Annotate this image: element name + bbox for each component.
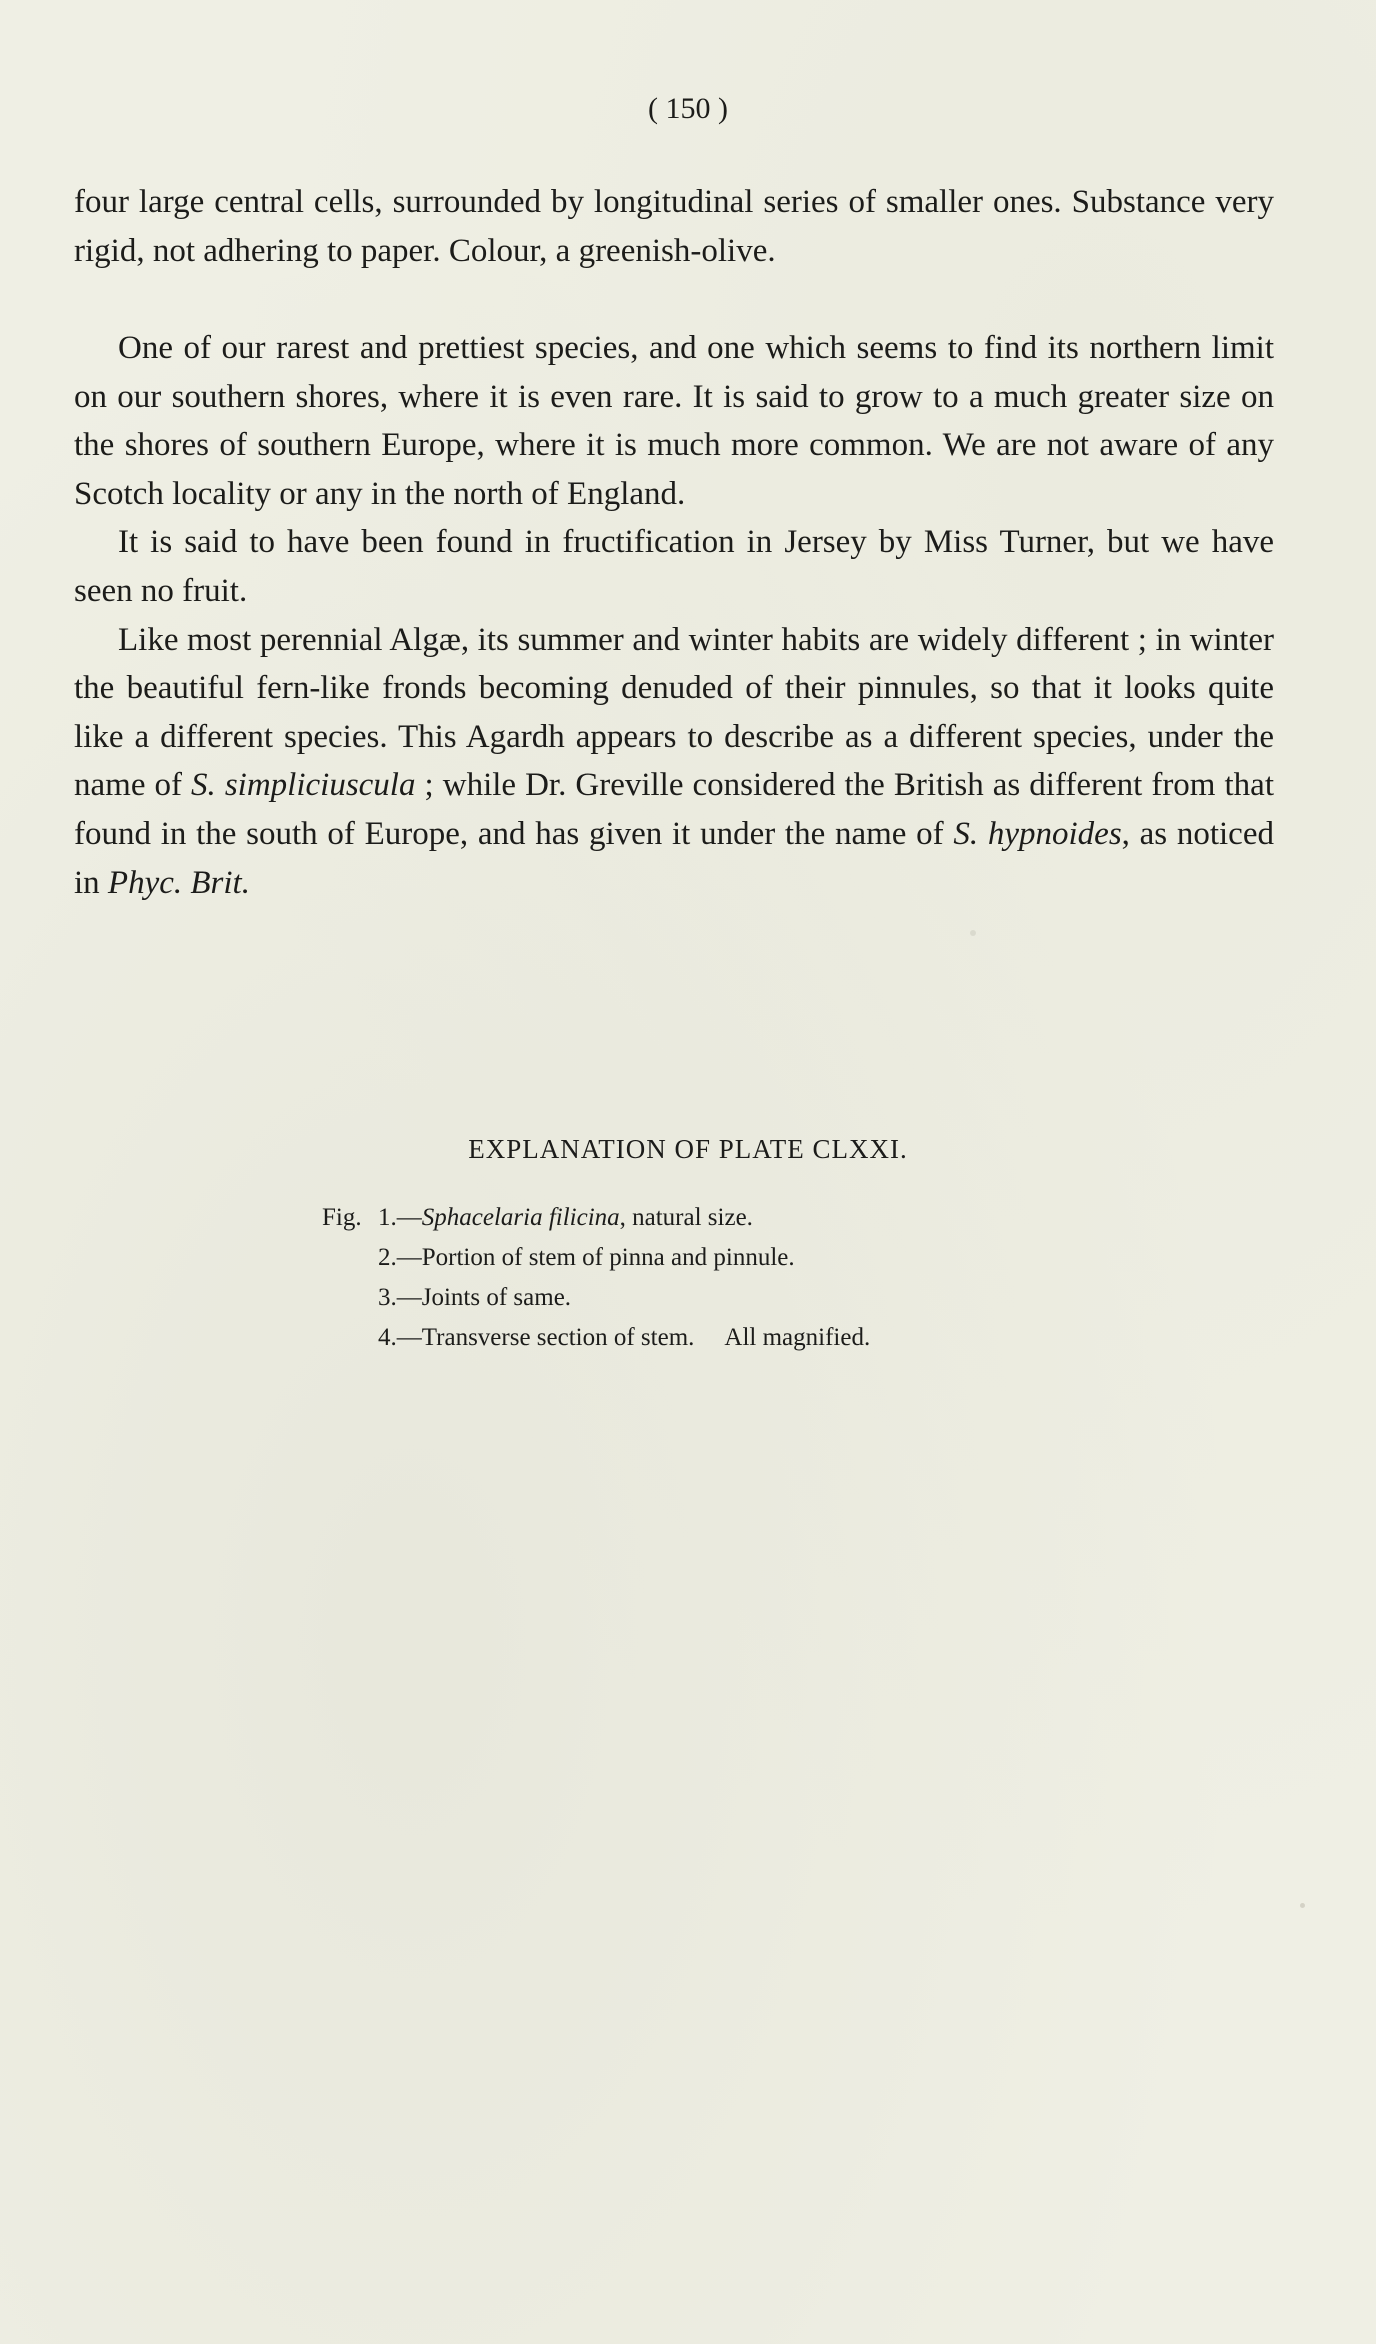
- text-run: Like most perennial Algæ, its summer and winter habits are widely different ; in winter the beautiful fern-like fronds becoming denuded of their pinnules, so that it looks quite like a different species. This Agardh appears to describe as a different species, under the name of: [74, 621, 1274, 804]
- text-run: Transverse section of stem: [421, 1324, 689, 1351]
- figure-label: [322, 1238, 378, 1278]
- text-run: Portion of stem of pinna and pinnule.: [421, 1244, 795, 1271]
- continuation-paragraph: [74, 178, 1274, 275]
- figure-caption: [322, 1198, 870, 1238]
- paragraph: [74, 324, 1274, 518]
- figure-label: [322, 1278, 378, 1318]
- text-run: ; while Dr. Greville considered the British as different from that found in the south of Europe, and has given it under the name of: [74, 767, 1274, 852]
- figure-label: [322, 1318, 378, 1358]
- figure-number: 4.—: [378, 1324, 422, 1351]
- figure-captions-list: [322, 1198, 870, 1358]
- show-through-texture: [60, 1050, 1316, 1098]
- page-number: ( 150 ): [648, 92, 728, 125]
- paragraph: [74, 616, 1274, 908]
- figure-caption: [322, 1238, 870, 1278]
- paragraph: [74, 518, 1274, 615]
- text-run: four large central cells, surrounded by longitudinal series of smaller ones. Substance very rigid, not adhering to paper. Colour, a greenish-olive.: [74, 184, 1274, 269]
- paper-speck: [970, 930, 976, 936]
- text-run: , as noticed in: [74, 815, 1274, 901]
- text-run: , natural size.: [619, 1204, 753, 1231]
- italic-text-run: Phyc. Brit.: [107, 864, 250, 901]
- paragraph: [74, 178, 1274, 275]
- figure-note: All magnified.: [724, 1324, 871, 1351]
- figure-description: [422, 1198, 753, 1238]
- figure-label: Fig.: [322, 1204, 362, 1231]
- text-run: One of our rarest and prettiest species, and one which seems to find its northern limit on our southern shores, where it is even rare. It is said to grow to a much greater size on the shores of southern Europe, where it is much more common. We are not aware of any Scotch locality or any in the north of England.: [74, 330, 1274, 512]
- text-run: .: [688, 1324, 695, 1351]
- italic-text-run: Sphacelaria filicina: [421, 1204, 620, 1231]
- figure-caption: [322, 1318, 870, 1358]
- figure-description: [422, 1318, 695, 1358]
- spacer: [694, 1318, 724, 1358]
- figure-number: 1.—: [378, 1204, 422, 1231]
- plate-explanation-heading: EXPLANATION OF PLATE CLXXI.: [468, 1134, 908, 1164]
- text-run: Joints of same.: [421, 1284, 572, 1311]
- figure-number: 2.—: [378, 1244, 422, 1271]
- italic-text-run: S. simpliciuscula: [191, 767, 416, 804]
- text-run: It is said to have been found in fructification in Jersey by Miss Turner, but we have seen no fruit.: [74, 524, 1274, 609]
- figure-description: [422, 1238, 795, 1278]
- paper-speck: [1300, 1903, 1305, 1908]
- figure-description: [422, 1278, 571, 1318]
- body-paragraphs: [74, 324, 1274, 907]
- figure-caption: [322, 1278, 870, 1318]
- figure-number: 3.—: [378, 1284, 422, 1311]
- italic-text-run: S. hypnoides: [953, 815, 1122, 852]
